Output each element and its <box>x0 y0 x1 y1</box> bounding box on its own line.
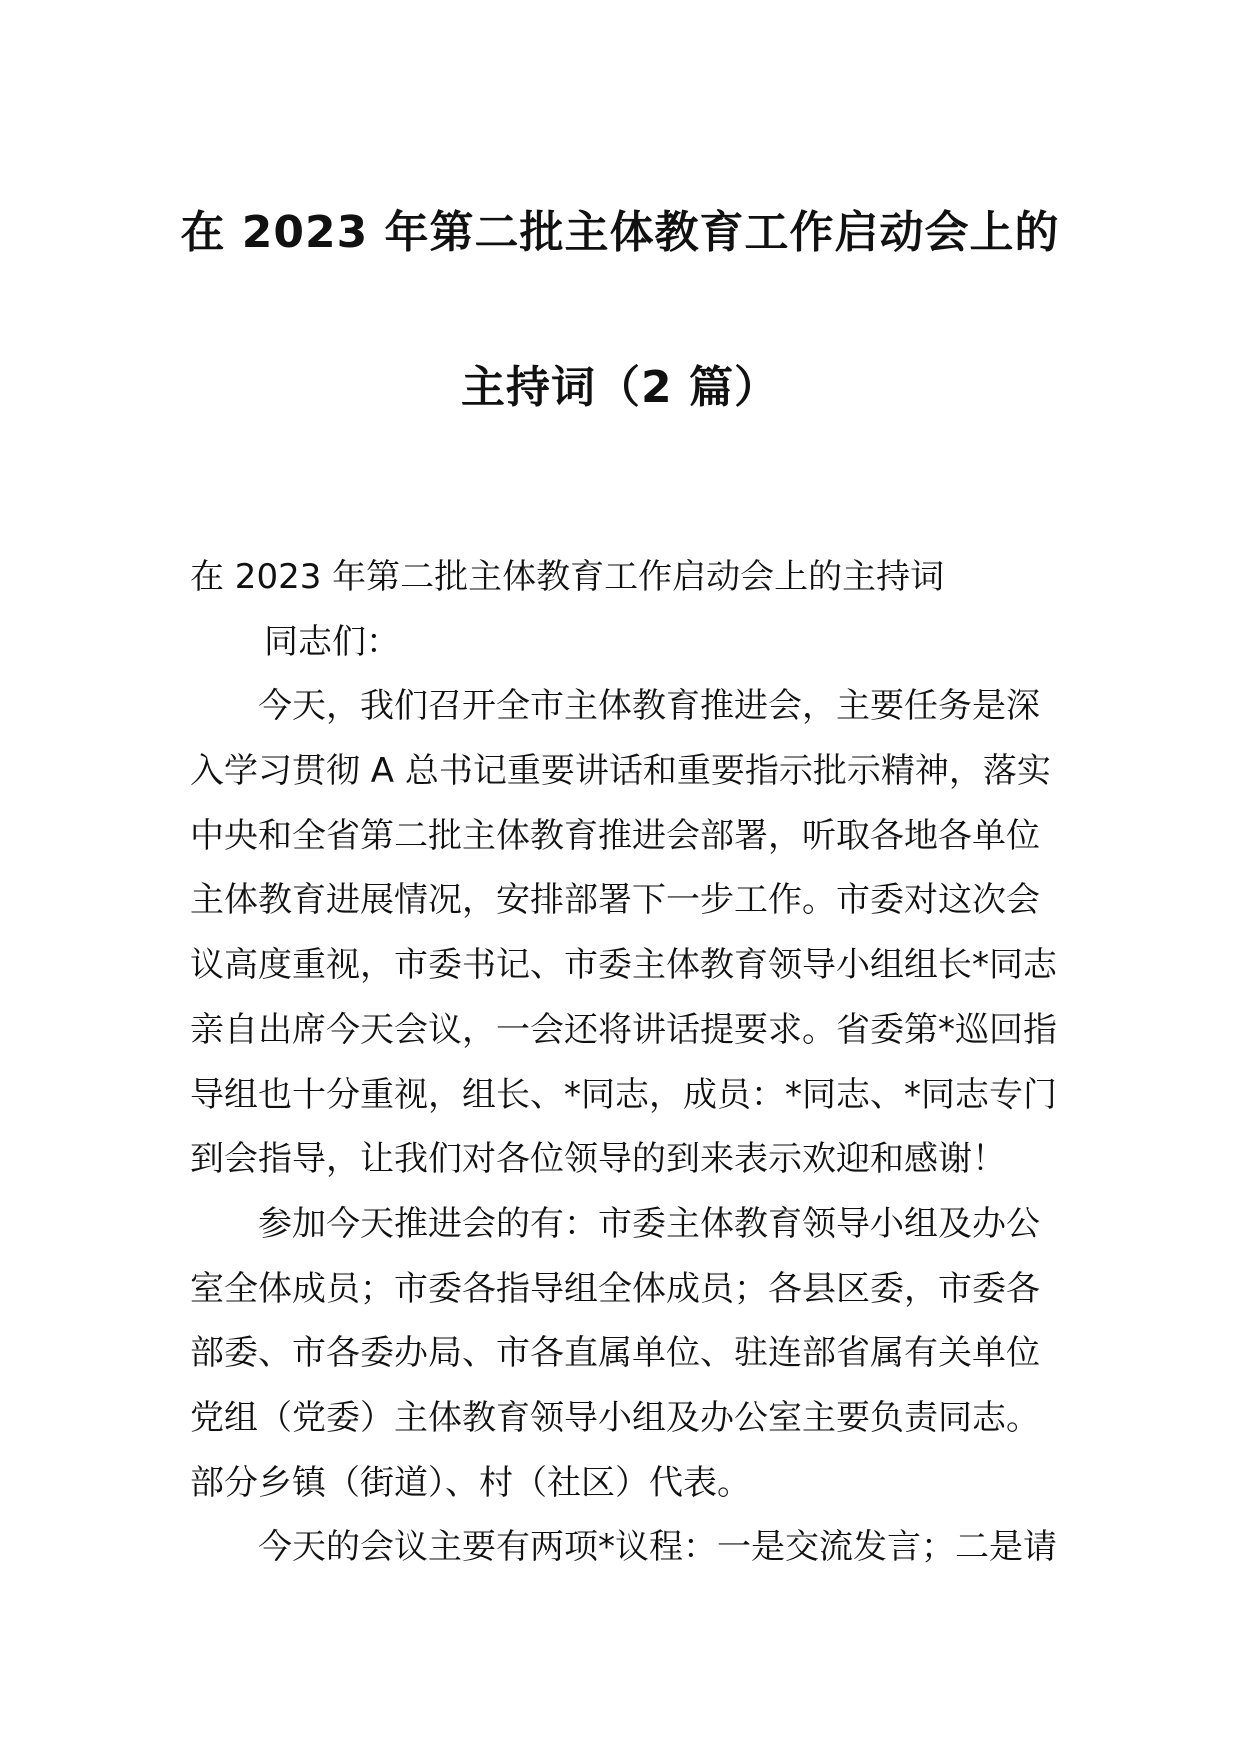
salutation <box>190 610 1070 675</box>
speech-subtitle <box>190 545 1070 610</box>
paragraph-line: 导组也十分重视，组长、*同志，成员：*同志、*同志专门 <box>190 1074 1057 1115</box>
paragraph-line: 主体教育进展情况，安排部署下一步工作。市委对这次会 <box>190 880 1040 921</box>
paragraph-2 <box>190 1192 1070 1515</box>
paragraph-1 <box>190 674 1070 1192</box>
document-title-line-2: 主持词（2 篇） <box>461 362 779 413</box>
paragraph-line: 亲自出席今天会议，一会还将讲话提要求。省委第*巡回指 <box>190 1009 1057 1050</box>
document-title-line-1: 在 2023 年第二批主体教育工作启动会上的 <box>180 207 1060 258</box>
paragraph-3 <box>190 1515 1070 1580</box>
paragraph-line: 中央和全省第二批主体教育推进会部署，听取各地各单位 <box>190 815 1040 856</box>
paragraph-line: 部委、市各委办局、市各直属单位、驻连部省属有关单位 <box>190 1333 1040 1374</box>
paragraph-line: 今天，我们召开全市主体教育推进会，主要任务是深 <box>258 686 1040 727</box>
paragraph-line: 议高度重视，市委书记、市委主体教育领导小组组长*同志 <box>190 945 1057 986</box>
paragraph-line: 参加今天推进会的有：市委主体教育领导小组及办公 <box>258 1203 1040 1244</box>
salutation-line: 同志们： <box>264 621 400 662</box>
paragraph-line: 部分乡镇（街道）、村（社区）代表。 <box>190 1462 751 1503</box>
paragraph-line: 室全体成员；市委各指导组全体成员；各县区委，市委各 <box>190 1268 1040 1309</box>
paragraph-line: 到会指导，让我们对各位领导的到来表示欢迎和感谢！ <box>190 1139 1006 1180</box>
paragraph-line: 入学习贯彻 A 总书记重要讲话和重要指示批示精神，落实 <box>190 751 1051 792</box>
document-body <box>190 545 1070 1580</box>
subtitle-line: 在 2023 年第二批主体教育工作启动会上的主持词 <box>190 557 945 597</box>
paragraph-line: 今天的会议主要有两项*议程：一是交流发言；二是请 <box>258 1527 1057 1568</box>
paragraph-line: 党组（党委）主体教育领导小组及办公室主要负责同志。 <box>190 1397 1040 1438</box>
